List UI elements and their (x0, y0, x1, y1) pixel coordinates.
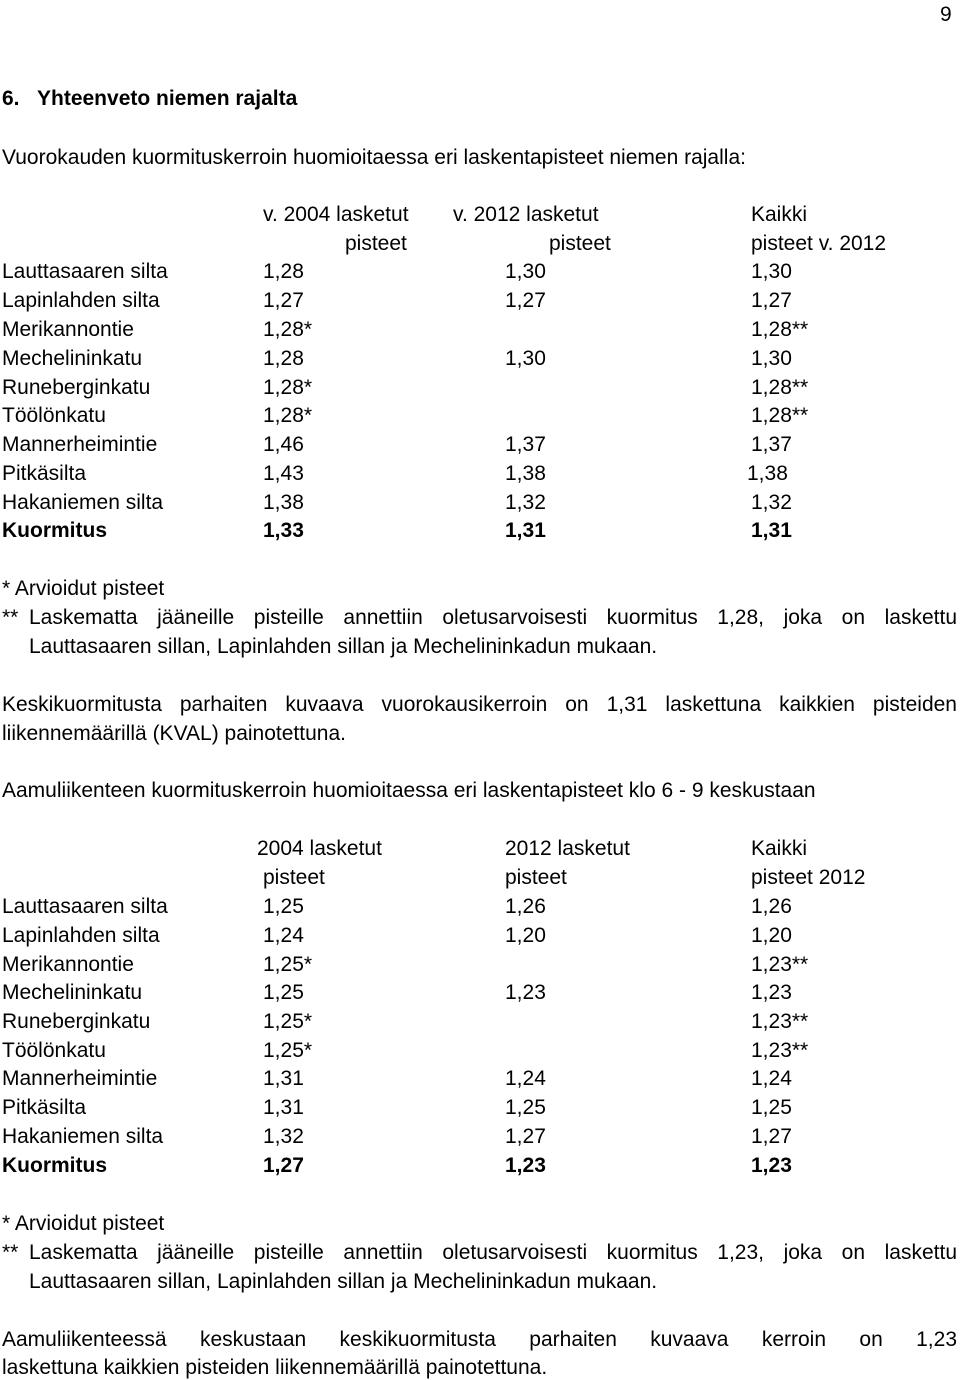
table2-row-label: Mechelininkatu (2, 981, 143, 1004)
table2-header-col1-line1: 2004 lasketut (257, 837, 382, 860)
table2-cell-2004: 1,25 (263, 981, 304, 1004)
table1-header-col3-line1: Kaikki (751, 203, 808, 226)
table2-header-col1-line2: pisteet (263, 866, 325, 889)
table1-header-col1-line2: pisteet (345, 232, 407, 255)
table1-cell-2004: 1,46 (263, 433, 304, 456)
table1-footnote-marker: ** (2, 606, 19, 629)
table2-row-label: Merikannontie (2, 953, 134, 976)
table2-cell-2012: 1,25 (505, 1096, 546, 1119)
table2-summary-line1: Aamuliikenteessä keskustaan keskikuormitusta parhaiten kuvaava kerroin on 1,23 (2, 1328, 957, 1351)
table2-cell-2004: 1,24 (263, 924, 304, 947)
table1-cell-all: 1,37 (751, 433, 792, 456)
table2-total-2004: 1,27 (263, 1154, 304, 1177)
table2-footnote-estimated: * Arvioidut pisteet (2, 1212, 165, 1235)
table1-summary-line1: Keskikuormitusta parhaiten kuvaava vuorokausikerroin on 1,31 laskettuna kaikkien pisteiden (2, 693, 957, 716)
table1-cell-all: 1,32 (751, 491, 792, 514)
table1-header-col1-line1: v. 2004 lasketut (263, 203, 409, 226)
table2-cell-2004: 1,25* (263, 953, 313, 976)
table1-row-label: Mannerheimintie (2, 433, 158, 456)
table2-row-label: Lapinlahden silta (2, 924, 160, 947)
table2-cell-all: 1,23** (751, 1039, 809, 1062)
table2-summary-line2: laskettuna kaikkien pisteiden liikennemäärillä painotettuna. (2, 1356, 548, 1379)
table2-row-label: Mannerheimintie (2, 1067, 158, 1090)
table2-cell-2004: 1,25* (263, 1039, 313, 1062)
table1-row-label: Hakaniemen silta (2, 491, 164, 514)
table2-cell-all: 1,27 (751, 1125, 792, 1148)
table1-cell-all: 1,28** (751, 318, 809, 341)
table1-total-2012: 1,31 (505, 519, 546, 542)
table2-cell-all: 1,23** (751, 953, 809, 976)
table1-cell-2012: 1,27 (505, 289, 546, 312)
table2-header-col3-line1: Kaikki (751, 837, 808, 860)
table2-cell-2012: 1,26 (505, 895, 546, 918)
table1-row-label: Mechelininkatu (2, 347, 143, 370)
table2-cell-2004: 1,25* (263, 1010, 313, 1033)
table2-footnote-default-line2: Lauttasaaren sillan, Lapinlahden sillan ja Mechelininkadun mukaan. (29, 1270, 658, 1293)
table2-cell-2004: 1,31 (263, 1096, 304, 1119)
table1-cell-2004: 1,28* (263, 376, 313, 399)
table1-cell-2004: 1,28 (263, 347, 304, 370)
table1-row-label: Pitkäsilta (2, 462, 87, 485)
table1-cell-2012: 1,32 (505, 491, 546, 514)
table2-intro: Aamuliikenteen kuormituskerroin huomioitaessa eri laskentapisteet klo 6 - 9 keskustaan (2, 779, 816, 802)
table2-cell-all: 1,24 (751, 1067, 792, 1090)
table2-cell-2012: 1,24 (505, 1067, 546, 1090)
table2-cell-2012: 1,20 (505, 924, 546, 947)
table2-cell-all: 1,25 (751, 1096, 792, 1119)
table2-header-col2-line1: 2012 lasketut (505, 837, 630, 860)
table1-total-label: Kuormitus (2, 519, 107, 542)
table2-cell-all: 1,20 (751, 924, 792, 947)
table1-row-label: Töölönkatu (2, 404, 106, 427)
table2-footnote-marker: ** (2, 1241, 19, 1264)
page-number: 9 (940, 3, 952, 26)
table1-cell-2004: 1,28* (263, 404, 313, 427)
table1-cell-2012: 1,30 (505, 347, 546, 370)
table1-cell-all: 1,28** (751, 376, 809, 399)
table1-cell-2004: 1,38 (263, 491, 304, 514)
table1-intro: Vuorokauden kuormituskerroin huomioitaessa eri laskentapisteet niemen rajalla: (2, 146, 746, 169)
table1-cell-2012: 1,38 (505, 462, 546, 485)
table2-total-all: 1,23 (751, 1154, 792, 1177)
table2-cell-2004: 1,31 (263, 1067, 304, 1090)
table1-cell-2004: 1,43 (263, 462, 304, 485)
table1-cell-all: 1,27 (751, 289, 792, 312)
table1-cell-2004: 1,27 (263, 289, 304, 312)
table2-row-label: Hakaniemen silta (2, 1125, 164, 1148)
section-title: Yhteenveto niemen rajalta (37, 87, 298, 110)
table1-header-col3-line2: pisteet v. 2012 (751, 232, 887, 255)
table2-cell-2004: 1,25 (263, 895, 304, 918)
table2-total-label: Kuormitus (2, 1154, 107, 1177)
table2-cell-all: 1,23** (751, 1010, 809, 1033)
section-number: 6. (2, 87, 20, 110)
table1-header-col2-line1: v. 2012 lasketut (453, 203, 599, 226)
table2-header-col2-line2: pisteet (505, 866, 567, 889)
table2-cell-all: 1,26 (751, 895, 792, 918)
table1-cell-all: 1,38 (747, 462, 788, 485)
table1-total-all: 1,31 (751, 519, 792, 542)
table2-cell-2004: 1,32 (263, 1125, 304, 1148)
table2-row-label: Pitkäsilta (2, 1096, 87, 1119)
table1-footnote-estimated: * Arvioidut pisteet (2, 577, 165, 600)
table1-cell-2012: 1,30 (505, 260, 546, 283)
table2-header-col3-line2: pisteet 2012 (751, 866, 866, 889)
table1-cell-2004: 1,28* (263, 318, 313, 341)
table2-row-label: Töölönkatu (2, 1039, 106, 1062)
table2-total-2012: 1,23 (505, 1154, 546, 1177)
table1-footnote-default-line1: Laskematta jääneille pisteille annettiin oletusarvoisesti kuormitus 1,28, joka on laskettu (29, 606, 957, 629)
table2-cell-all: 1,23 (751, 981, 792, 1004)
table2-footnote-default-line1: Laskematta jääneille pisteille annettiin oletusarvoisesti kuormitus 1,23, joka on laskettu (29, 1241, 957, 1264)
table1-cell-all: 1,28** (751, 404, 809, 427)
table1-cell-2004: 1,28 (263, 260, 304, 283)
table1-cell-2012: 1,37 (505, 433, 546, 456)
table1-cell-all: 1,30 (751, 347, 792, 370)
table1-summary-line2: liikennemäärillä (KVAL) painotettuna. (2, 722, 346, 745)
table1-total-2004: 1,33 (263, 519, 304, 542)
table1-row-label: Lapinlahden silta (2, 289, 160, 312)
table2-cell-2012: 1,27 (505, 1125, 546, 1148)
table1-row-label: Merikannontie (2, 318, 134, 341)
table1-row-label: Lauttasaaren silta (2, 260, 168, 283)
table1-cell-all: 1,30 (751, 260, 792, 283)
table2-row-label: Runeberginkatu (2, 1010, 151, 1033)
table2-row-label: Lauttasaaren silta (2, 895, 168, 918)
table2-cell-2012: 1,23 (505, 981, 546, 1004)
table1-header-col2-line2: pisteet (549, 232, 611, 255)
table1-row-label: Runeberginkatu (2, 376, 151, 399)
table1-footnote-default-line2: Lauttasaaren sillan, Lapinlahden sillan ja Mechelininkadun mukaan. (29, 635, 658, 658)
